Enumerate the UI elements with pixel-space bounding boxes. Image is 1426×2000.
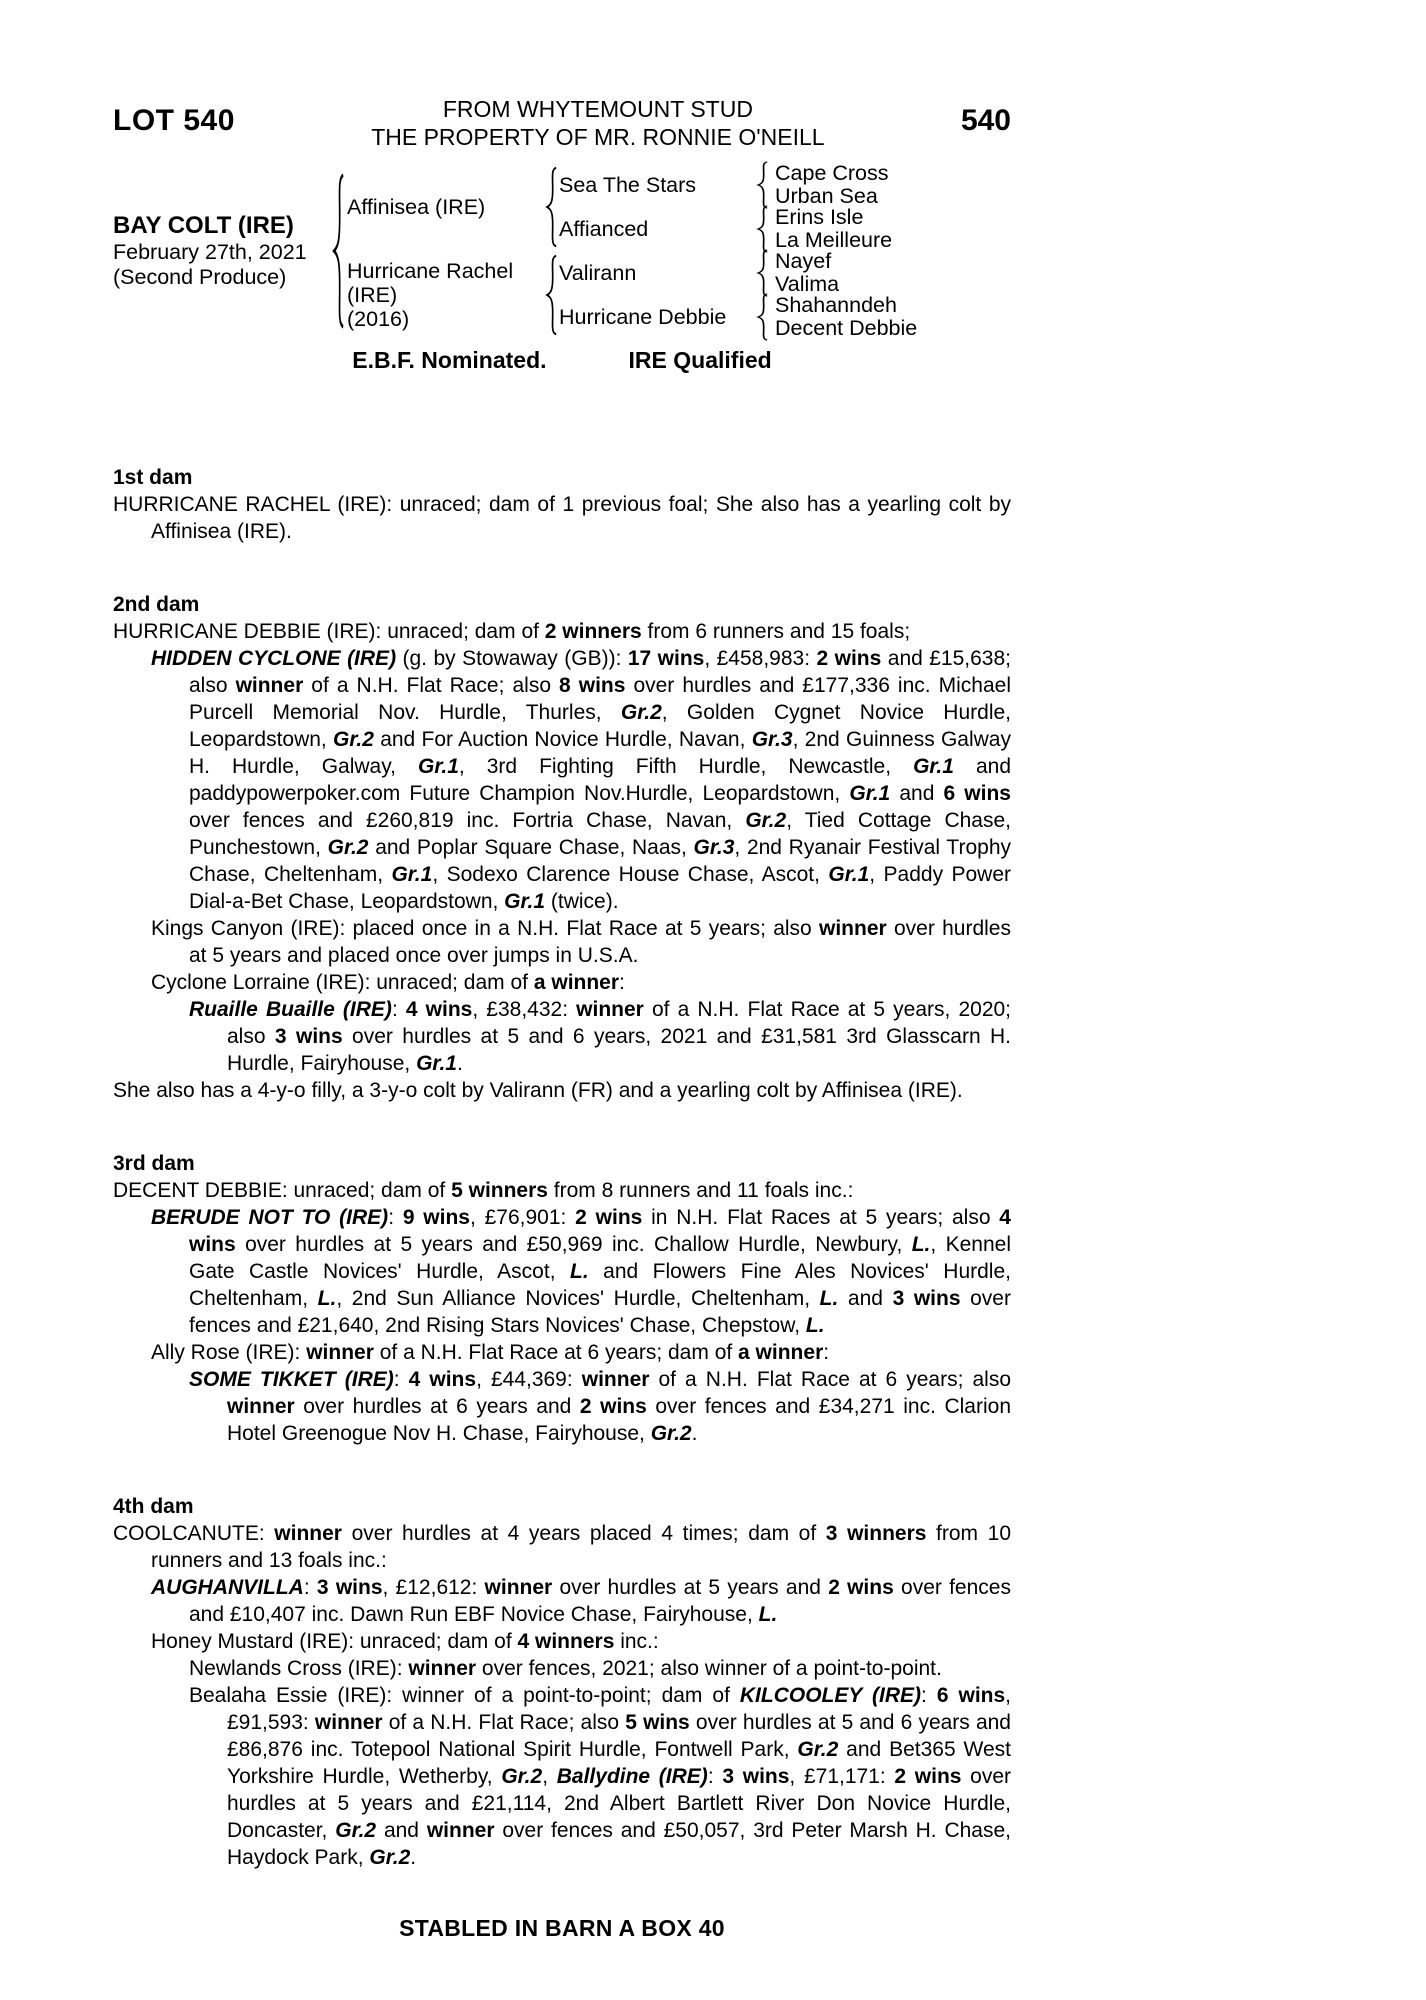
text-run: AUGHANVILLA (151, 1576, 304, 1600)
pedigree-granddam: Affianced (559, 216, 649, 241)
pedigree-paragraph (113, 618, 1011, 645)
consignor-line-2: THE PROPERTY OF MR. RONNIE O'NEILL (371, 123, 825, 150)
text-run: Gr.2 (327, 836, 369, 860)
subject-name: BAY COLT (IRE) (113, 211, 294, 239)
text-run: 9 wins (402, 1206, 470, 1230)
pedigree-granddam: Hurricane Debbie (559, 304, 727, 329)
text-run: , £91,593: (227, 1684, 1012, 1735)
text-run: and £15,638; also (189, 647, 1011, 698)
text-run: and Poplar Square Chase, Naas, (368, 836, 694, 860)
pedigree-paragraph (113, 1628, 1011, 1655)
text-run: 2 wins (816, 647, 882, 671)
great-grandsire: Erins Isle (775, 205, 864, 230)
great-granddam: La Meilleure (775, 228, 893, 253)
text-run: 6 wins (936, 1684, 1006, 1708)
text-run: Gr.2 (333, 728, 374, 752)
text-run: winner (227, 1395, 295, 1419)
text-run: over hurdles at 6 years and (294, 1395, 580, 1419)
pedigree-grandsire: Valirann (559, 260, 637, 285)
pedigree-brace-icon (331, 163, 347, 339)
text-run: from 8 runners and 11 foals inc.: (547, 1179, 854, 1203)
text-run: Gr.2 (797, 1738, 839, 1762)
text-run: L. (317, 1287, 337, 1311)
text-run: over hurdles at 5 and 6 years and £86,876 inc. Totepool National Spirit Hurdle, Fontwell Park, (227, 1711, 1011, 1762)
text-run: a winner (533, 971, 620, 995)
pedigree-subject (113, 163, 331, 339)
text-run: winner (408, 1657, 477, 1681)
text-run: of a N.H. Flat Race at 6 years; also (649, 1368, 1011, 1392)
text-run: Gr.2 (335, 1819, 377, 1843)
text-run: over hurdles at 5 years and (552, 1576, 829, 1600)
text-run: DECENT DEBBIE: unraced; dam of (113, 1179, 452, 1203)
text-run: Gr.1 (913, 755, 954, 779)
great-grandsire: Cape Cross (775, 161, 889, 186)
text-run: over fences and £21,640, 2nd Rising Stars Novices' Chase, Chepstow, (189, 1287, 1011, 1338)
lot-label: LOT 540 (113, 104, 235, 137)
text-run: over hurdles at 4 years placed 4 times; dam of (341, 1522, 826, 1546)
text-run: Gr.1 (828, 863, 870, 887)
dam-heading: 2nd dam (113, 593, 200, 617)
subject-foaling-date: February 27th, 2021 (113, 239, 307, 264)
great-grandsire: Shahanndeh (775, 293, 897, 318)
text-run: of a N.H. Flat Race at 5 years, 2020; also (227, 998, 1012, 1049)
subject-produce-note: (Second Produce) (113, 265, 287, 290)
text-run: over hurdles at 5 and 6 years, 2021 and £31,581 3rd Glasscarn H. Hurdle, Fairyhouse, (227, 1025, 1012, 1076)
pedigree-great-grandparents (771, 295, 1011, 339)
text-run: , Golden Cygnet Novice Hurdle, Leopardstown, (189, 701, 1012, 752)
text-run: over hurdles at 5 years and placed once over jumps in U.S.A. (189, 917, 1011, 968)
text-run: : (707, 1765, 723, 1789)
pedigree-paragraph (113, 1682, 1011, 1871)
text-run: : (921, 1684, 937, 1708)
text-run: , £44,369: (476, 1368, 582, 1392)
text-run: 3 wins (722, 1765, 790, 1789)
pedigree-great-grandparents (771, 251, 1011, 295)
text-run: over hurdles and £177,336 inc. Michael Purcell Memorial Nov. Hurdle, Thurles, (189, 674, 1011, 725)
text-run: , 2nd Guinness Galway H. Hurdle, Galway, (189, 728, 1011, 779)
text-run: Gr.2 (650, 1422, 692, 1446)
text-run: , 2nd Ryanair Festival Trophy Chase, Cheltenham, (189, 836, 1011, 887)
text-run: Gr.1 (391, 863, 433, 887)
pedigree-brace-icon (755, 207, 771, 251)
consignor-block (235, 96, 961, 151)
lot-number: 540 (960, 104, 1011, 137)
text-run: of a N.H. Flat Race; also (303, 674, 560, 698)
text-run: COOLCANUTE: (113, 1522, 275, 1546)
text-run: , (542, 1765, 557, 1789)
text-run: 8 wins (559, 674, 626, 698)
pedigree-dam (347, 251, 545, 339)
text-run: winner (576, 998, 644, 1022)
text-run: Ballydine (IRE) (556, 1765, 708, 1789)
text-run: 5 wins (625, 1711, 690, 1735)
text-run: over fences and £50,057, 3rd Peter Marsh H. Chase, Haydock Park, (227, 1819, 1011, 1870)
text-run: : (388, 1206, 403, 1230)
text-run: Ally Rose (IRE): (151, 1341, 307, 1365)
text-run: and (838, 1287, 893, 1311)
text-run: winner (484, 1576, 553, 1600)
text-run: L. (805, 1314, 825, 1338)
text-run: HURRICANE RACHEL (IRE): unraced; dam of 1 previous foal; She also has a yearling colt by Affinisea (IRE). (113, 493, 1011, 544)
pedigree-great-grandparents (771, 163, 1011, 207)
text-run: 2 wins (828, 1576, 894, 1600)
page-content (113, 96, 1011, 1942)
text-run: winner (274, 1522, 342, 1546)
dam-heading: 1st dam (113, 466, 193, 490)
dam-name-line: (2016) (347, 307, 410, 332)
pedigree-paragraph (113, 996, 1011, 1077)
text-run: Gr.2 (745, 809, 787, 833)
text-run: , £458,983: (704, 647, 817, 671)
pedigree-paragraph (113, 1204, 1011, 1339)
text-run: She also has a 4-y-o filly, a 3-y-o colt by Valirann (FR) and a yearling colt by Affinisea (IRE). (113, 1079, 963, 1103)
text-run: L. (819, 1287, 839, 1311)
text-run: over hurdles at 5 years and £21,114, 2nd Albert Bartlett River Don Novice Hurdle, Doncaster, (227, 1765, 1012, 1843)
text-run: and paddypowerpoker.com Future Champion Nov.Hurdle, Leopardstown, (189, 755, 1011, 806)
text-run: : (619, 971, 625, 995)
text-run: Gr.2 (620, 701, 662, 725)
text-run: in N.H. Flat Races at 5 years; also (642, 1206, 1000, 1230)
text-run: : (393, 1368, 409, 1392)
text-run: 2 wins (894, 1765, 962, 1789)
text-run: 3 wins (316, 1576, 383, 1600)
text-run: (g. by Stowaway (GB)): (396, 647, 628, 671)
text-run: , 3rd Fighting Fifth Hurdle, Newcastle, (458, 755, 914, 779)
pedigree-paragraph (113, 1077, 1011, 1104)
text-run: , £38,432: (472, 998, 577, 1022)
text-run: Gr.2 (369, 1846, 411, 1870)
text-run: 5 winners (451, 1179, 548, 1203)
text-run: BERUDE NOT TO (IRE) (151, 1206, 389, 1230)
pedigree-brace-icon (755, 163, 771, 207)
text-run: 4 winners (517, 1630, 615, 1654)
text-run: from 6 runners and 15 foals; (641, 620, 911, 644)
text-run: . (456, 1052, 463, 1076)
text-run: 2 winners (544, 620, 642, 644)
text-run: (twice). (545, 890, 619, 914)
text-run: Gr.1 (416, 1052, 457, 1076)
text-run: winner (306, 1341, 374, 1365)
text-run: winner (819, 917, 887, 941)
text-run: L. (911, 1233, 931, 1257)
text-run: SOME TIKKET (IRE) (189, 1368, 394, 1392)
text-run: Gr.3 (693, 836, 735, 860)
text-run: inc.: (614, 1630, 659, 1654)
pedigree-brace-icon (755, 251, 771, 295)
text-run: Gr.2 (501, 1765, 543, 1789)
great-granddam: Valima (775, 272, 840, 297)
text-run: KILCOOLEY (IRE) (739, 1684, 921, 1708)
text-run: , Sodexo Clarence House Chase, Ascot, (432, 863, 829, 887)
text-run: and For Auction Novice Hurdle, Navan, (373, 728, 752, 752)
pedigree-paragraph (113, 1177, 1011, 1204)
text-run: winner (314, 1711, 383, 1735)
text-run: 2 wins (575, 1206, 643, 1230)
pedigree-table (113, 163, 1011, 339)
text-run: Newlands Cross (IRE): (189, 1657, 409, 1681)
text-run: Kings Canyon (IRE): placed once in a N.H. Flat Race at 5 years; also (151, 917, 820, 941)
pedigree-paragraph (113, 1366, 1011, 1447)
pedigree-paragraph (113, 1520, 1011, 1574)
ebf-nominated-label: E.B.F. Nominated. (352, 347, 547, 374)
text-run: and (890, 782, 944, 806)
pedigree-paragraph (113, 1655, 1011, 1682)
text-run: 3 wins (274, 1025, 343, 1049)
text-run: Gr.1 (504, 890, 546, 914)
text-run: , £71,171: (789, 1765, 895, 1789)
text-run: Bealaha Essie (IRE): winner of a point-to-point; dam of (189, 1684, 740, 1708)
great-granddam: Urban Sea (775, 184, 878, 209)
text-run: , Tied Cottage Chase, Punchestown, (189, 809, 1012, 860)
pedigree-paragraph (113, 491, 1011, 545)
dam-sections (113, 464, 1011, 1871)
page-header (113, 96, 1011, 151)
text-run: L. (570, 1260, 589, 1284)
text-run: . (691, 1422, 698, 1446)
text-run: 3 wins (892, 1287, 961, 1311)
pedigree-sire: Affinisea (IRE) (347, 194, 486, 219)
pedigree-paragraph (113, 969, 1011, 996)
text-run: HIDDEN CYCLONE (IRE) (151, 647, 397, 671)
text-run: 4 wins (189, 1206, 1011, 1257)
text-run: L. (758, 1603, 778, 1627)
text-run: , £76,901: (469, 1206, 576, 1230)
consignor-line-1: FROM WHYTEMOUNT STUD (442, 96, 753, 122)
text-run: 2 wins (579, 1395, 647, 1419)
text-run: , Paddy Power Dial-a-Bet Chase, Leopardstown, (189, 863, 1012, 914)
text-run: winner (581, 1368, 650, 1392)
text-run: winner (235, 674, 304, 698)
pedigree-paragraph (113, 1339, 1011, 1366)
text-run: and Flowers Fine Ales Novices' Hurdle, Cheltenham, (189, 1260, 1011, 1311)
text-run: Cyclone Lorraine (IRE): unraced; dam of (151, 971, 534, 995)
pedigree-paragraph (113, 915, 1011, 969)
text-run: winner (426, 1819, 495, 1843)
text-run: 4 wins (408, 1368, 477, 1392)
dam-heading: 3rd dam (113, 1152, 195, 1176)
text-run: over fences and £260,819 inc. Fortria Chase, Navan, (189, 809, 746, 833)
text-run: , Kennel Gate Castle Novices' Hurdle, Ascot, (189, 1233, 1011, 1284)
ire-qualified-label: IRE Qualified (628, 347, 772, 374)
text-run: Gr.1 (418, 755, 459, 779)
text-run: , £12,612: (382, 1576, 485, 1600)
text-run: . (410, 1846, 417, 1870)
text-run: : (303, 1576, 317, 1600)
text-run: 6 wins (943, 782, 1011, 806)
text-run: 4 wins (405, 998, 473, 1022)
text-run: of a N.H. Flat Race at 6 years; dam of (373, 1341, 739, 1365)
pedigree-paragraph (113, 645, 1011, 915)
pedigree-great-grandparents (771, 207, 1011, 251)
dam-name-line: Hurricane Rachel (347, 259, 514, 284)
text-run: HURRICANE DEBBIE (IRE): unraced; dam of (113, 620, 545, 644)
pedigree-brace-icon (545, 251, 559, 339)
text-run: 3 winners (825, 1522, 927, 1546)
stabling-note: STABLED IN BARN A BOX 40 (399, 1915, 725, 1942)
text-run: from 10 runners and 13 foals inc.: (151, 1522, 1011, 1573)
dam-name-line: (IRE) (347, 283, 398, 308)
text-run: , 2nd Sun Alliance Novices' Hurdle, Cheltenham, (336, 1287, 820, 1311)
text-run: Gr.3 (751, 728, 793, 752)
text-run: and (376, 1819, 427, 1843)
text-run: over fences and £10,407 inc. Dawn Run EBF Novice Chase, Fairyhouse, (189, 1576, 1011, 1627)
text-run: and Bet365 West Yorkshire Hurdle, Wetherby, (227, 1738, 1011, 1789)
great-grandsire: Nayef (775, 249, 832, 274)
text-run: : (823, 1341, 830, 1365)
text-run: : (391, 998, 406, 1022)
great-granddam: Decent Debbie (775, 316, 918, 341)
pedigree-brace-icon (545, 163, 559, 251)
text-run: Gr.1 (849, 782, 891, 806)
dam-heading: 4th dam (113, 1495, 194, 1519)
text-run: Honey Mustard (IRE): unraced; dam of (151, 1630, 518, 1654)
pedigree-paragraph (113, 1574, 1011, 1628)
text-run: over fences and £34,271 inc. Clarion Hotel Greenogue Nov H. Chase, Fairyhouse, (227, 1395, 1011, 1446)
text-run: over hurdles at 5 years and £50,969 inc. Challow Hurdle, Newbury, (235, 1233, 912, 1257)
pedigree-grandsire: Sea The Stars (559, 172, 697, 197)
text-run: over fences, 2021; also winner of a point-to-point. (476, 1657, 942, 1681)
text-run: 17 wins (627, 647, 705, 671)
text-run: of a N.H. Flat Race; also (382, 1711, 626, 1735)
text-run: Ruaille Buaille (IRE) (189, 998, 392, 1022)
text-run: a winner (738, 1341, 824, 1365)
qualification-row (113, 347, 1011, 374)
pedigree-brace-icon (755, 295, 771, 339)
